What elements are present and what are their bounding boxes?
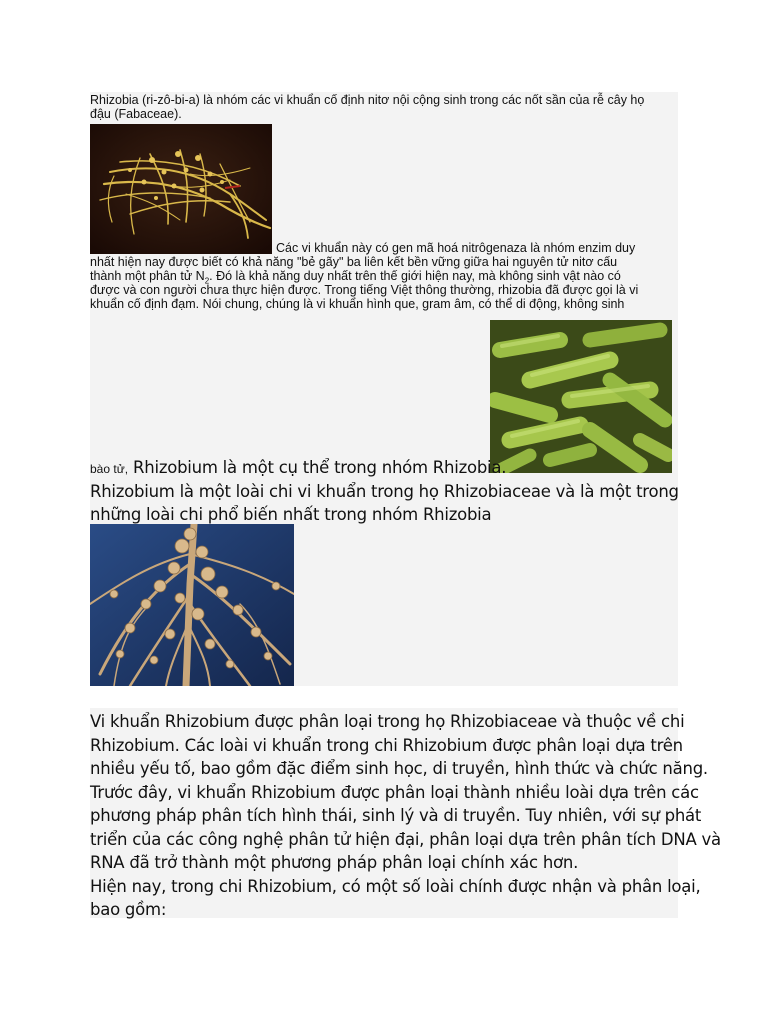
body-line-3-start: thành một phân tử N <box>90 269 205 283</box>
intro-line-2: đậu (Fabaceae). <box>90 107 182 121</box>
paragraph-line: bao gồm: <box>90 900 167 919</box>
paragraph-line: Rhizobium. Các loài vi khuẩn trong chi Rhizobium được phân loại dựa trên <box>90 735 683 755</box>
paragraph-line: triển của các công nghệ phân tử hiện đại, phân loại dựa trên phân tích DNA và <box>90 829 721 849</box>
yellow-roots-image <box>90 124 272 254</box>
paragraph-line: Hiện nay, trong chi Rhizobium, có một số loài chính được nhận và phân loại, <box>90 876 701 896</box>
green-bacteria-image <box>490 320 672 473</box>
body-line-1: Các vi khuẩn này có gen mã hoá nitrôgenaza là nhóm enzim duy <box>276 241 636 255</box>
paragraph-line: RNA đã trở thành một phương pháp phân loại chính xác hơn. <box>90 853 579 872</box>
classification-paragraph <box>90 710 721 922</box>
rhizobium-line-2: những loài chi phổ biến nhất trong nhóm Rhizobia <box>90 505 492 524</box>
n2-subscript: 2 <box>204 276 210 286</box>
body-line-6-large: Rhizobium là một cụ thể trong nhóm Rhizobia. <box>128 458 507 477</box>
body-line-3-end: . Đó là khả năng duy nhất trên thế giới hiện nay, mà không sinh vật nào có <box>209 269 621 283</box>
paragraph-line: Trước đây, vi khuẩn Rhizobium được phân loại thành nhiều loài dựa trên các <box>90 782 699 802</box>
paragraph-line: nhiều yếu tố, bao gồm đặc điểm sinh học, di truyền, hình thức và chức năng. <box>90 759 708 778</box>
paragraph-line: Vi khuẩn Rhizobium được phân loại trong họ Rhizobiaceae và thuộc về chi <box>90 712 685 731</box>
intro-line-1: Rhizobia (ri-zô-bi-a) là nhóm các vi khuẩn cố định nitơ nội cộng sinh trong các nốt sần của rễ cây họ <box>90 93 645 107</box>
body-line-2: nhất hiện nay được biết có khả năng "bẻ gãy" ba liên kết bền vững giữa hai nguyên tử nitơ cấu <box>90 255 618 269</box>
rhizobium-line-1: Rhizobium là một loài chi vi khuẩn trong họ Rhizobiaceae và là một trong <box>90 482 679 501</box>
body-line-5: khuẩn cố định đạm. Nói chung, chúng là vi khuẩn hình que, gram âm, có thể di động, không sinh <box>90 297 625 311</box>
body-line-4: được và con người chưa thực hiện được. Trong tiếng Việt thông thường, rhizobia đã được gọi là vi <box>90 283 639 297</box>
paragraph-line: phương pháp phân tích hình thái, sinh lý và di truyền. Tuy nhiên, với sự phát <box>90 806 702 825</box>
root-nodules-image <box>90 524 294 686</box>
body-line-6-small: bào tử, <box>90 462 129 476</box>
body-line-6 <box>90 456 506 480</box>
